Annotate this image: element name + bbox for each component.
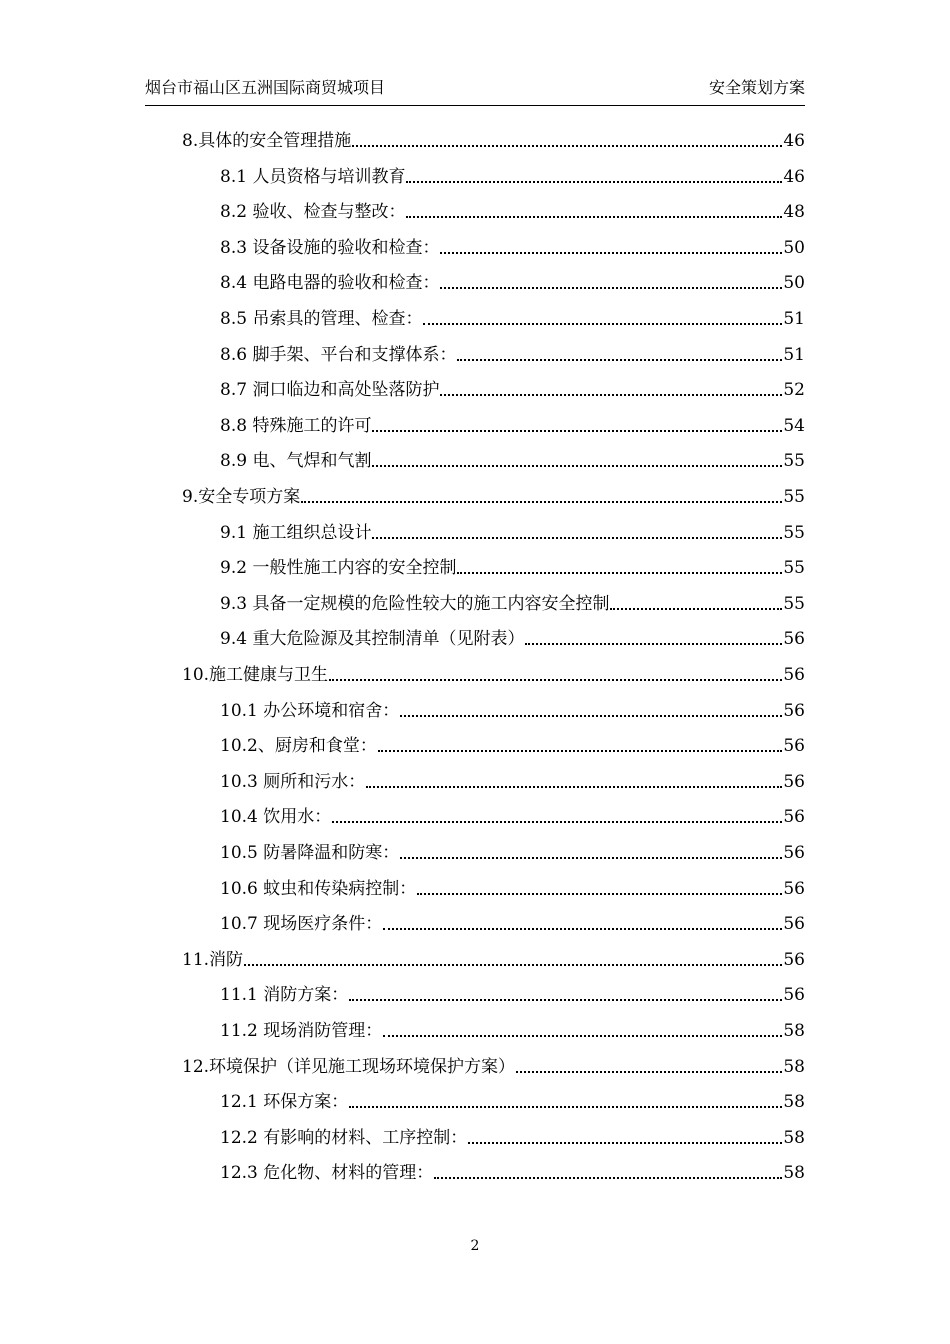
toc-section-entry[interactable] xyxy=(220,304,805,330)
toc-section-entry[interactable] xyxy=(220,731,805,757)
toc-section-entry[interactable] xyxy=(220,1016,805,1042)
toc-entry-title: 9.安全专项方案 xyxy=(182,487,301,507)
toc-entry-page: 55 xyxy=(783,593,805,614)
toc-dot-leader xyxy=(372,430,782,432)
toc-section-entry[interactable] xyxy=(220,874,805,900)
header-divider xyxy=(145,105,805,106)
toc-section-entry[interactable] xyxy=(220,340,805,366)
toc-entry-page: 56 xyxy=(783,736,805,757)
toc-entry-title: 9.3 具备一定规模的危险性较大的施工内容安全控制 xyxy=(220,593,610,614)
toc-entry-page: 55 xyxy=(783,451,805,472)
toc-dot-leader xyxy=(423,323,782,325)
toc-chapter-entry[interactable] xyxy=(182,482,805,508)
toc-dot-leader xyxy=(400,857,782,859)
toc-entry-title: 8.1 人员资格与培训教育 xyxy=(220,166,406,187)
toc-entry-page: 56 xyxy=(783,914,805,935)
toc-dot-leader xyxy=(516,1071,782,1073)
toc-entry-title: 12.1 环保方案： xyxy=(220,1092,349,1113)
toc-entry-title: 8.2 验收、检查与整改： xyxy=(220,202,406,223)
toc-entry-title: 12.环境保护（详见施工现场环境保护方案） xyxy=(182,1056,516,1077)
header-project-title: 烟台市福山区五洲国际商贸城项目 xyxy=(145,78,386,97)
toc-entry-page: 55 xyxy=(783,487,805,507)
toc-entry-page: 58 xyxy=(783,1163,805,1184)
toc-section-entry[interactable] xyxy=(220,1087,805,1113)
toc-dot-leader xyxy=(457,359,782,361)
toc-entry-title: 8.4 电路电器的验收和检查： xyxy=(220,273,440,294)
toc-entry-page: 50 xyxy=(783,273,805,294)
toc-dot-leader xyxy=(406,216,782,218)
toc-chapter-entry[interactable] xyxy=(182,126,805,152)
toc-entry-title: 9.1 施工组织总设计 xyxy=(220,522,372,543)
toc-entry-page: 50 xyxy=(783,237,805,258)
toc-section-entry[interactable] xyxy=(220,162,805,188)
page-header xyxy=(145,78,805,98)
toc-section-entry[interactable] xyxy=(220,909,805,935)
toc-dot-leader xyxy=(372,465,782,467)
toc-dot-leader xyxy=(366,786,782,788)
page-number: 2 xyxy=(470,1238,480,1254)
toc-entry-title: 11.1 消防方案： xyxy=(220,985,349,1006)
toc-dot-leader xyxy=(349,999,782,1001)
toc-entry-title: 8.3 设备设施的验收和检查： xyxy=(220,237,440,258)
toc-entry-title: 8.5 吊索具的管理、检查： xyxy=(220,309,423,329)
toc-section-entry[interactable] xyxy=(220,624,805,650)
toc-chapter-entry[interactable] xyxy=(182,945,805,971)
toc-entry-title: 11.2 现场消防管理： xyxy=(220,1021,383,1041)
toc-entry-title: 12.3 危化物、材料的管理： xyxy=(220,1163,434,1184)
toc-entry-page: 52 xyxy=(783,380,805,401)
toc-dot-leader xyxy=(383,928,782,930)
toc-dot-leader xyxy=(400,715,782,717)
toc-section-entry[interactable] xyxy=(220,197,805,223)
toc-dot-leader xyxy=(332,821,782,823)
toc-section-entry[interactable] xyxy=(220,1158,805,1184)
toc-entry-page: 56 xyxy=(783,878,805,899)
toc-dot-leader xyxy=(440,394,782,396)
toc-entry-title: 8.6 脚手架、平台和支撑体系： xyxy=(220,344,457,365)
toc-dot-leader xyxy=(417,893,782,895)
toc-entry-page: 56 xyxy=(783,629,805,650)
toc-dot-leader xyxy=(525,643,782,645)
toc-entry-title: 8.8 特殊施工的许可 xyxy=(220,415,372,436)
toc-section-entry[interactable] xyxy=(220,411,805,437)
toc-entry-page: 56 xyxy=(783,807,805,828)
toc-section-entry[interactable] xyxy=(220,696,805,722)
toc-entry-title: 10.施工健康与卫生 xyxy=(182,665,329,685)
toc-entry-title: 8.具体的安全管理措施 xyxy=(182,131,352,151)
toc-entry-page: 51 xyxy=(783,309,805,329)
toc-dot-leader xyxy=(406,181,782,183)
toc-entry-page: 58 xyxy=(783,1092,805,1113)
toc-section-entry[interactable] xyxy=(220,446,805,472)
toc-dot-leader xyxy=(610,608,782,610)
toc-section-entry[interactable] xyxy=(220,375,805,401)
toc-section-entry[interactable] xyxy=(220,980,805,1006)
toc-entry-page: 58 xyxy=(783,1056,805,1077)
toc-chapter-entry[interactable] xyxy=(182,1052,805,1078)
toc-dot-leader xyxy=(440,252,782,254)
toc-section-entry[interactable] xyxy=(220,767,805,793)
toc-section-entry[interactable] xyxy=(220,838,805,864)
toc-dot-leader xyxy=(349,1106,782,1108)
toc-dot-leader xyxy=(468,1142,782,1144)
toc-entry-page: 56 xyxy=(783,771,805,792)
toc-entry-title: 12.2 有影响的材料、工序控制： xyxy=(220,1127,468,1148)
toc-entry-page: 56 xyxy=(783,665,805,685)
toc-entry-page: 48 xyxy=(783,202,805,223)
toc-dot-leader xyxy=(457,572,782,574)
toc-entry-title: 10.7 现场医疗条件： xyxy=(220,914,383,935)
toc-dot-leader xyxy=(372,537,782,539)
toc-entry-page: 51 xyxy=(783,344,805,365)
toc-entry-page: 58 xyxy=(783,1021,805,1041)
toc-entry-page: 55 xyxy=(783,558,805,579)
toc-entry-title: 9.2 一般性施工内容的安全控制 xyxy=(220,558,457,579)
toc-entry-page: 54 xyxy=(783,415,805,436)
toc-entry-title: 10.6 蚊虫和传染病控制： xyxy=(220,878,417,899)
toc-dot-leader xyxy=(301,501,782,503)
toc-dot-leader xyxy=(329,679,782,681)
toc-entry-page: 56 xyxy=(783,843,805,863)
header-document-title: 安全策划方案 xyxy=(708,78,805,97)
toc-entry-page: 46 xyxy=(783,131,805,151)
toc-section-entry[interactable] xyxy=(220,553,805,579)
toc-entry-title: 10.4 饮用水： xyxy=(220,807,332,828)
toc-chapter-entry[interactable] xyxy=(182,660,805,686)
toc-entry-title: 8.9 电、气焊和气割 xyxy=(220,451,372,472)
toc-dot-leader xyxy=(244,964,782,966)
toc-entry-page: 56 xyxy=(783,949,805,970)
toc-entry-title: 10.1 办公环境和宿舍： xyxy=(220,700,400,721)
toc-entry-page: 58 xyxy=(783,1127,805,1148)
toc-dot-leader xyxy=(352,145,782,147)
toc-entry-title: 10.2、厨房和食堂： xyxy=(220,736,377,757)
toc-entry-page: 56 xyxy=(783,985,805,1006)
toc-dot-leader xyxy=(378,750,783,752)
toc-entry-title: 10.3 厕所和污水： xyxy=(220,771,366,792)
toc-dot-leader xyxy=(383,1035,782,1037)
toc-dot-leader xyxy=(434,1177,782,1179)
toc-section-entry[interactable] xyxy=(220,802,805,828)
toc-entry-page: 55 xyxy=(783,522,805,543)
toc-section-entry[interactable] xyxy=(220,1123,805,1149)
toc-entry-title: 9.4 重大危险源及其控制清单（见附表） xyxy=(220,629,525,650)
toc-entry-page: 46 xyxy=(783,166,805,187)
toc-section-entry[interactable] xyxy=(220,233,805,259)
toc-section-entry[interactable] xyxy=(220,268,805,294)
toc-entry-title: 10.5 防暑降温和防寒： xyxy=(220,843,400,863)
toc-entry-page: 56 xyxy=(783,700,805,721)
toc-section-entry[interactable] xyxy=(220,589,805,615)
toc-entry-title: 11.消防 xyxy=(182,949,244,970)
toc-dot-leader xyxy=(440,287,782,289)
toc-entry-title: 8.7 洞口临边和高处坠落防护 xyxy=(220,380,440,401)
toc-section-entry[interactable] xyxy=(220,518,805,544)
